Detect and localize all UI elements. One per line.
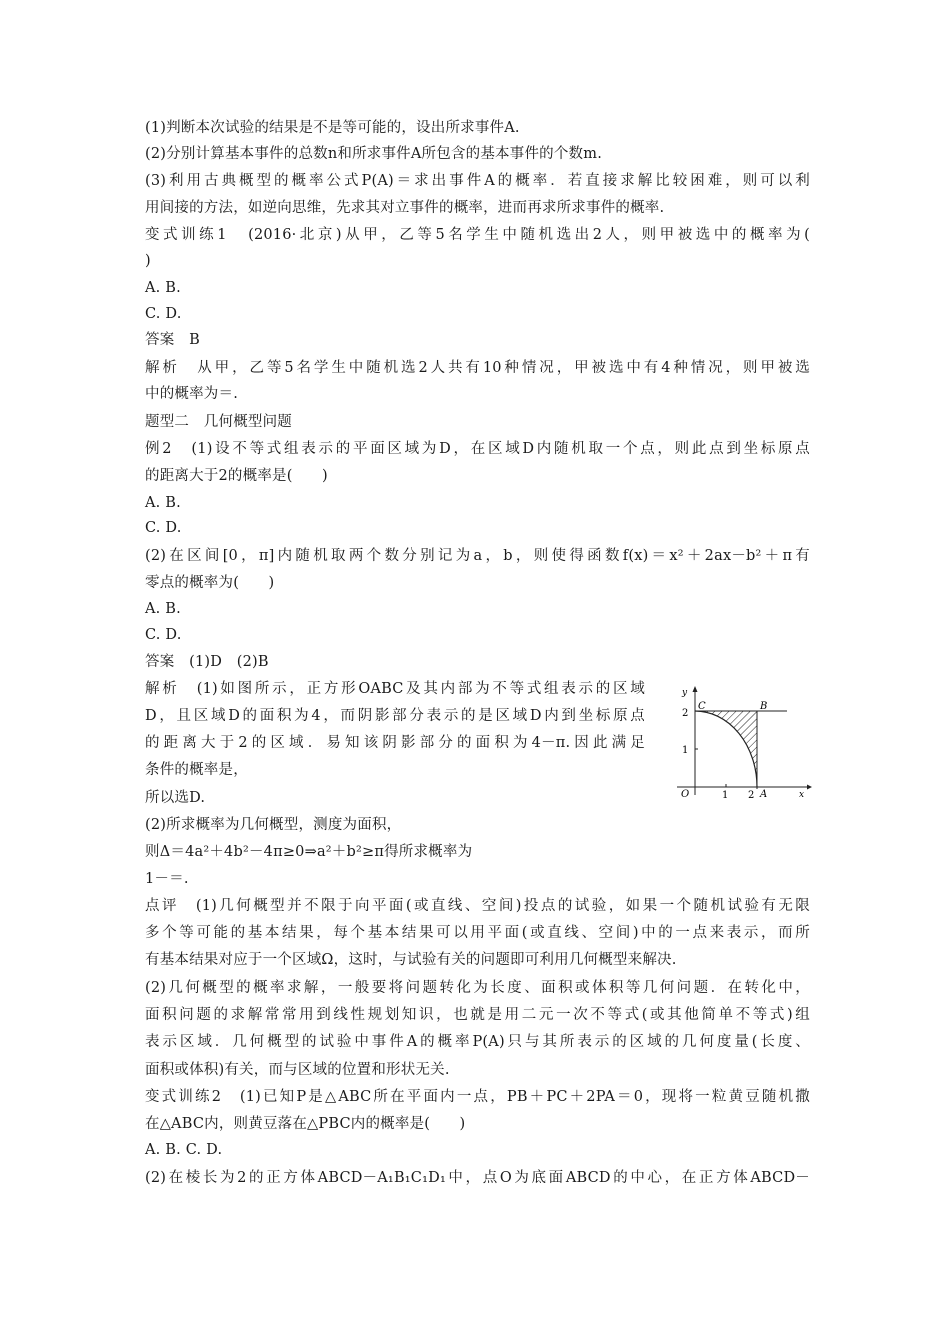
option-line: C. D. (145, 306, 182, 322)
text-line: 变式训练2 (1)已知P是△ABC所在平面内一点，PB＋PC＋2PA＝0，现将一粒黄豆随机撒 (145, 1089, 810, 1105)
text-line: (2)在区间[0，π]内随机取两个数分别记为a，b，则使得函数f(x)＝x²＋2ax－b²＋π有 (145, 548, 810, 564)
region-figure (672, 683, 812, 798)
text-line: 条件的概率是， (145, 762, 248, 778)
text-line: 表示区域．几何概型的试验中事件A的概率P(A)只与其所表示的区域的几何度量(长度、 (145, 1034, 810, 1050)
text-line: (2)在棱长为2的正方体ABCD－A₁B₁C₁D₁中，点O为底面ABCD的中心，在正方体ABCD－ (145, 1170, 810, 1186)
text-line: 所以选D. (145, 790, 206, 806)
text-line: 1－＝. (145, 871, 189, 887)
text-line: 面积问题的求解常常用到线性规划知识，也就是用二元一次不等式(或其他简单不等式)组 (145, 1007, 810, 1023)
text-line: 的距离大于2的概率是( ) (145, 468, 328, 484)
axis-x-label: x (799, 790, 805, 798)
text-line: 则Δ＝4a²＋4b²－4π≥0⇒a²＋b²≥π得所求概率为 (145, 844, 473, 860)
tick-x1-label: 1 (722, 790, 729, 798)
x-axis-arrow (807, 785, 812, 790)
shaded-region (695, 711, 757, 787)
section-heading: 题型二 几何概型问题 (145, 414, 292, 430)
y-axis-arrow (693, 686, 698, 692)
text-line: 在△ABC内，则黄豆落在△PBC内的概率是( ) (145, 1116, 466, 1132)
answer-line: 答案 B (145, 332, 200, 348)
origin-label: O (681, 789, 690, 798)
tick-x2-label: 2 (748, 790, 755, 798)
text-line: 多个等可能的基本结果，每个基本结果可以用平面(或直线、空间)中的一点来表示，而所 (145, 925, 810, 941)
option-line: A. B. (145, 601, 181, 617)
text-line: 零点的概率为( ) (145, 575, 275, 591)
text-line: 面积或体积)有关，而与区域的位置和形状无关. (145, 1062, 450, 1078)
option-line: C. D. (145, 627, 182, 643)
text-line: 点评 (1)几何概型并不限于向平面(或直线、空间)投点的试验，如果一个随机试验有无限 (145, 898, 810, 914)
text-line: (2)分别计算基本事件的总数n和所求事件A所包含的基本事件的个数m. (145, 146, 603, 162)
text-line: 有基本结果对应于一个区域Ω，这时，与试验有关的问题即可利用几何概型来解决. (145, 952, 677, 968)
text-line: 例2 (1)设不等式组表示的平面区域为D，在区域D内随机取一个点，则此点到坐标原点 (145, 441, 810, 457)
tick-y2-label: 2 (682, 708, 689, 719)
text-line: 解析 (1)如图所示，正方形OABC及其内部为不等式组表示的区域 (145, 681, 645, 697)
point-B-label: B (760, 701, 768, 712)
option-line: A. B. C. D. (145, 1142, 223, 1158)
option-line: A. B. (145, 495, 181, 511)
option-line: A. B. (145, 280, 181, 296)
text-line: 中的概率为＝. (145, 386, 239, 402)
text-line: (2)所求概率为几何概型，测度为面积， (145, 817, 402, 833)
text-line: ) (145, 253, 151, 269)
text-line: 用间接的方法，如逆向思维，先求其对立事件的概率，进而再求所求事件的概率. (145, 200, 665, 216)
axis-y-label: y (682, 688, 688, 698)
point-A-label: A (760, 789, 768, 798)
answer-line: 答案 (1)D (2)B (145, 654, 269, 670)
point-C-label: C (698, 701, 706, 712)
text-line: 变式训练1 (2016·北京)从甲，乙等5名学生中随机选出2人，则甲被选中的概率为( (145, 227, 810, 243)
text-line: 的距离大于2的区域．易知该阴影部分的面积为4－π.因此满足 (145, 735, 645, 751)
text-line: D，且区域D的面积为4，而阴影部分表示的是区域D内到坐标原点 (145, 708, 645, 724)
text-line: 解析 从甲，乙等5名学生中随机选2人共有10种情况，甲被选中有4种情况，则甲被选 (145, 360, 810, 376)
text-line: (3)利用古典概型的概率公式P(A)＝求出事件A的概率．若直接求解比较困难，则可以利 (145, 173, 810, 189)
option-line: C. D. (145, 520, 182, 536)
text-line: (2)几何概型的概率求解，一般要将问题转化为长度、面积或体积等几何问题．在转化中， (145, 980, 810, 996)
text-line: (1)判断本次试验的结果是不是等可能的，设出所求事件A. (145, 120, 520, 136)
tick-y1-label: 1 (682, 745, 689, 756)
